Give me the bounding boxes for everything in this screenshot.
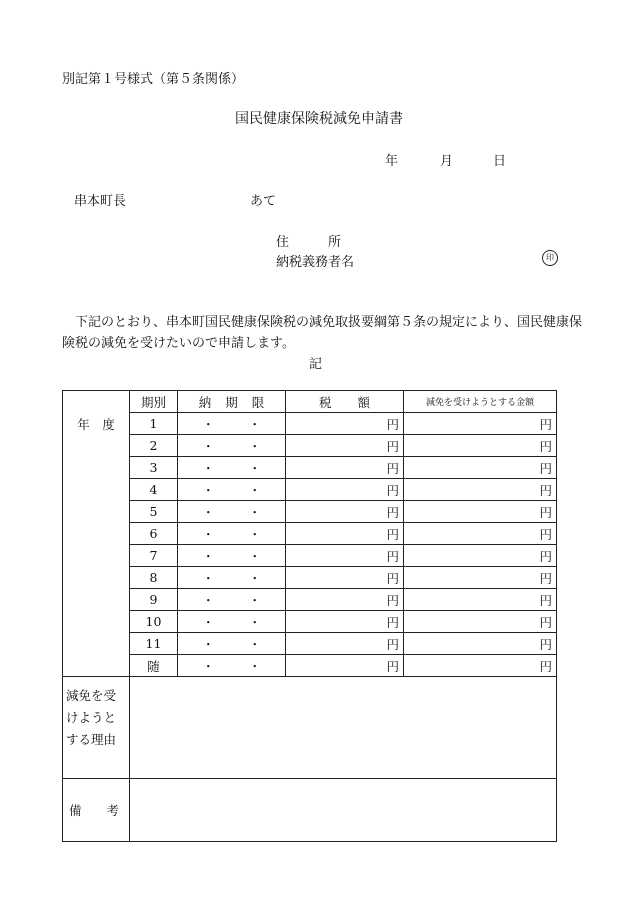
due-date-cell[interactable] (178, 413, 286, 435)
due-date-cell[interactable] (178, 501, 286, 523)
table-row (63, 479, 557, 501)
reduction-table (62, 390, 557, 842)
dot: ・ (248, 416, 262, 432)
genmen-amount-header: 減免を受けようとする金額 (404, 391, 557, 413)
period-cell: 8 (130, 567, 178, 589)
dot: ・ (201, 548, 215, 564)
dot: ・ (201, 658, 215, 674)
table-row (63, 435, 557, 457)
due-date-cell[interactable] (178, 589, 286, 611)
dot: ・ (201, 504, 215, 520)
table-row (63, 457, 557, 479)
tax-amount-cell[interactable]: 円 (286, 457, 404, 479)
reason-field[interactable] (130, 677, 557, 779)
form-id: 別記第１号様式（第５条関係） (62, 72, 245, 87)
dot: ・ (201, 614, 215, 630)
period-cell: 10 (130, 611, 178, 633)
period-cell: 3 (130, 457, 178, 479)
tax-amount-cell[interactable]: 円 (286, 655, 404, 677)
nendo-label: 年 度 (63, 391, 130, 677)
table-row (63, 413, 557, 435)
dot: ・ (248, 636, 262, 652)
dot: ・ (248, 504, 262, 520)
due-date-cell[interactable] (178, 435, 286, 457)
dot: ・ (248, 570, 262, 586)
dot: ・ (201, 592, 215, 608)
table-row (63, 567, 557, 589)
kibetsu-header: 期別 (130, 391, 178, 413)
reason-label: 減免を受けようとする理由 (63, 677, 130, 779)
reduction-amount-cell[interactable]: 円 (404, 611, 557, 633)
tax-amount-cell[interactable]: 円 (286, 633, 404, 655)
dot: ・ (201, 482, 215, 498)
date-month-label: 月 (440, 154, 454, 169)
table-row (63, 501, 557, 523)
reduction-amount-cell[interactable]: 円 (404, 655, 557, 677)
reduction-amount-cell[interactable]: 円 (404, 479, 557, 501)
table-row (63, 589, 557, 611)
due-date-cell[interactable] (178, 523, 286, 545)
period-cell: 2 (130, 435, 178, 457)
period-cell: 5 (130, 501, 178, 523)
dot: ・ (201, 416, 215, 432)
document-title: 国民健康保険税減免申請書 (235, 111, 403, 127)
reduction-amount-cell[interactable]: 円 (404, 413, 557, 435)
table-header-row (63, 391, 557, 413)
tax-amount-cell[interactable]: 円 (286, 611, 404, 633)
tax-amount-cell[interactable]: 円 (286, 479, 404, 501)
tax-amount-cell[interactable]: 円 (286, 523, 404, 545)
request-statement: 下記のとおり、串本町国民健康保険税の減免取扱要綱第５条の規定により、国民健康保険税の減免を受けたいので申請します。 (62, 315, 583, 351)
tax-amount-cell[interactable]: 円 (286, 435, 404, 457)
seal-mark: 印 (542, 250, 558, 266)
dot: ・ (201, 636, 215, 652)
tax-amount-cell[interactable]: 円 (286, 501, 404, 523)
tax-amount-cell[interactable]: 円 (286, 589, 404, 611)
dot: ・ (248, 438, 262, 454)
reduction-amount-cell[interactable]: 円 (404, 501, 557, 523)
period-cell: 6 (130, 523, 178, 545)
dot: ・ (201, 460, 215, 476)
dot: ・ (201, 570, 215, 586)
tax-amount-cell[interactable]: 円 (286, 545, 404, 567)
address-label: 住 所 (276, 235, 342, 250)
dot: ・ (248, 592, 262, 608)
dot: ・ (248, 460, 262, 476)
period-cell: 11 (130, 633, 178, 655)
due-date-cell[interactable] (178, 479, 286, 501)
date-day-label: 日 (493, 154, 507, 169)
dot: ・ (248, 658, 262, 674)
taxpayer-name-label: 納税義務者名 (276, 255, 355, 270)
reduction-amount-cell[interactable]: 円 (404, 457, 557, 479)
bikou-label: 備 考 (63, 779, 130, 842)
period-cell: 7 (130, 545, 178, 567)
due-date-cell[interactable] (178, 545, 286, 567)
bikou-field[interactable] (130, 779, 557, 842)
reason-row (63, 677, 557, 779)
due-date-cell[interactable] (178, 611, 286, 633)
due-date-cell[interactable] (178, 567, 286, 589)
due-date-cell[interactable] (178, 633, 286, 655)
due-date-cell[interactable] (178, 457, 286, 479)
noukigen-header: 納期限 (178, 391, 286, 413)
table-row (63, 655, 557, 677)
dot: ・ (248, 614, 262, 630)
period-cell: 1 (130, 413, 178, 435)
reduction-amount-cell[interactable]: 円 (404, 545, 557, 567)
ki-heading: 記 (309, 357, 323, 372)
table-row (63, 545, 557, 567)
reduction-amount-cell[interactable]: 円 (404, 633, 557, 655)
reduction-amount-cell[interactable]: 円 (404, 435, 557, 457)
date-year-label: 年 (385, 154, 399, 169)
dot: ・ (248, 548, 262, 564)
dot: ・ (248, 482, 262, 498)
addressee-name: 串本町長 (74, 194, 127, 209)
period-cell: 9 (130, 589, 178, 611)
reduction-amount-cell[interactable]: 円 (404, 523, 557, 545)
bikou-row (63, 779, 557, 842)
period-cell: 4 (130, 479, 178, 501)
tax-amount-cell[interactable]: 円 (286, 413, 404, 435)
dot: ・ (248, 526, 262, 542)
table-row (63, 523, 557, 545)
reduction-amount-cell[interactable]: 円 (404, 567, 557, 589)
due-date-cell[interactable] (178, 655, 286, 677)
tax-amount-cell[interactable]: 円 (286, 567, 404, 589)
table-row (63, 633, 557, 655)
reduction-amount-cell[interactable]: 円 (404, 589, 557, 611)
dot: ・ (201, 438, 215, 454)
table-row (63, 611, 557, 633)
addressee-suffix: あて (250, 194, 277, 209)
dot: ・ (201, 526, 215, 542)
zeigaku-header: 税額 (286, 391, 404, 413)
period-cell: 随 (130, 655, 178, 677)
